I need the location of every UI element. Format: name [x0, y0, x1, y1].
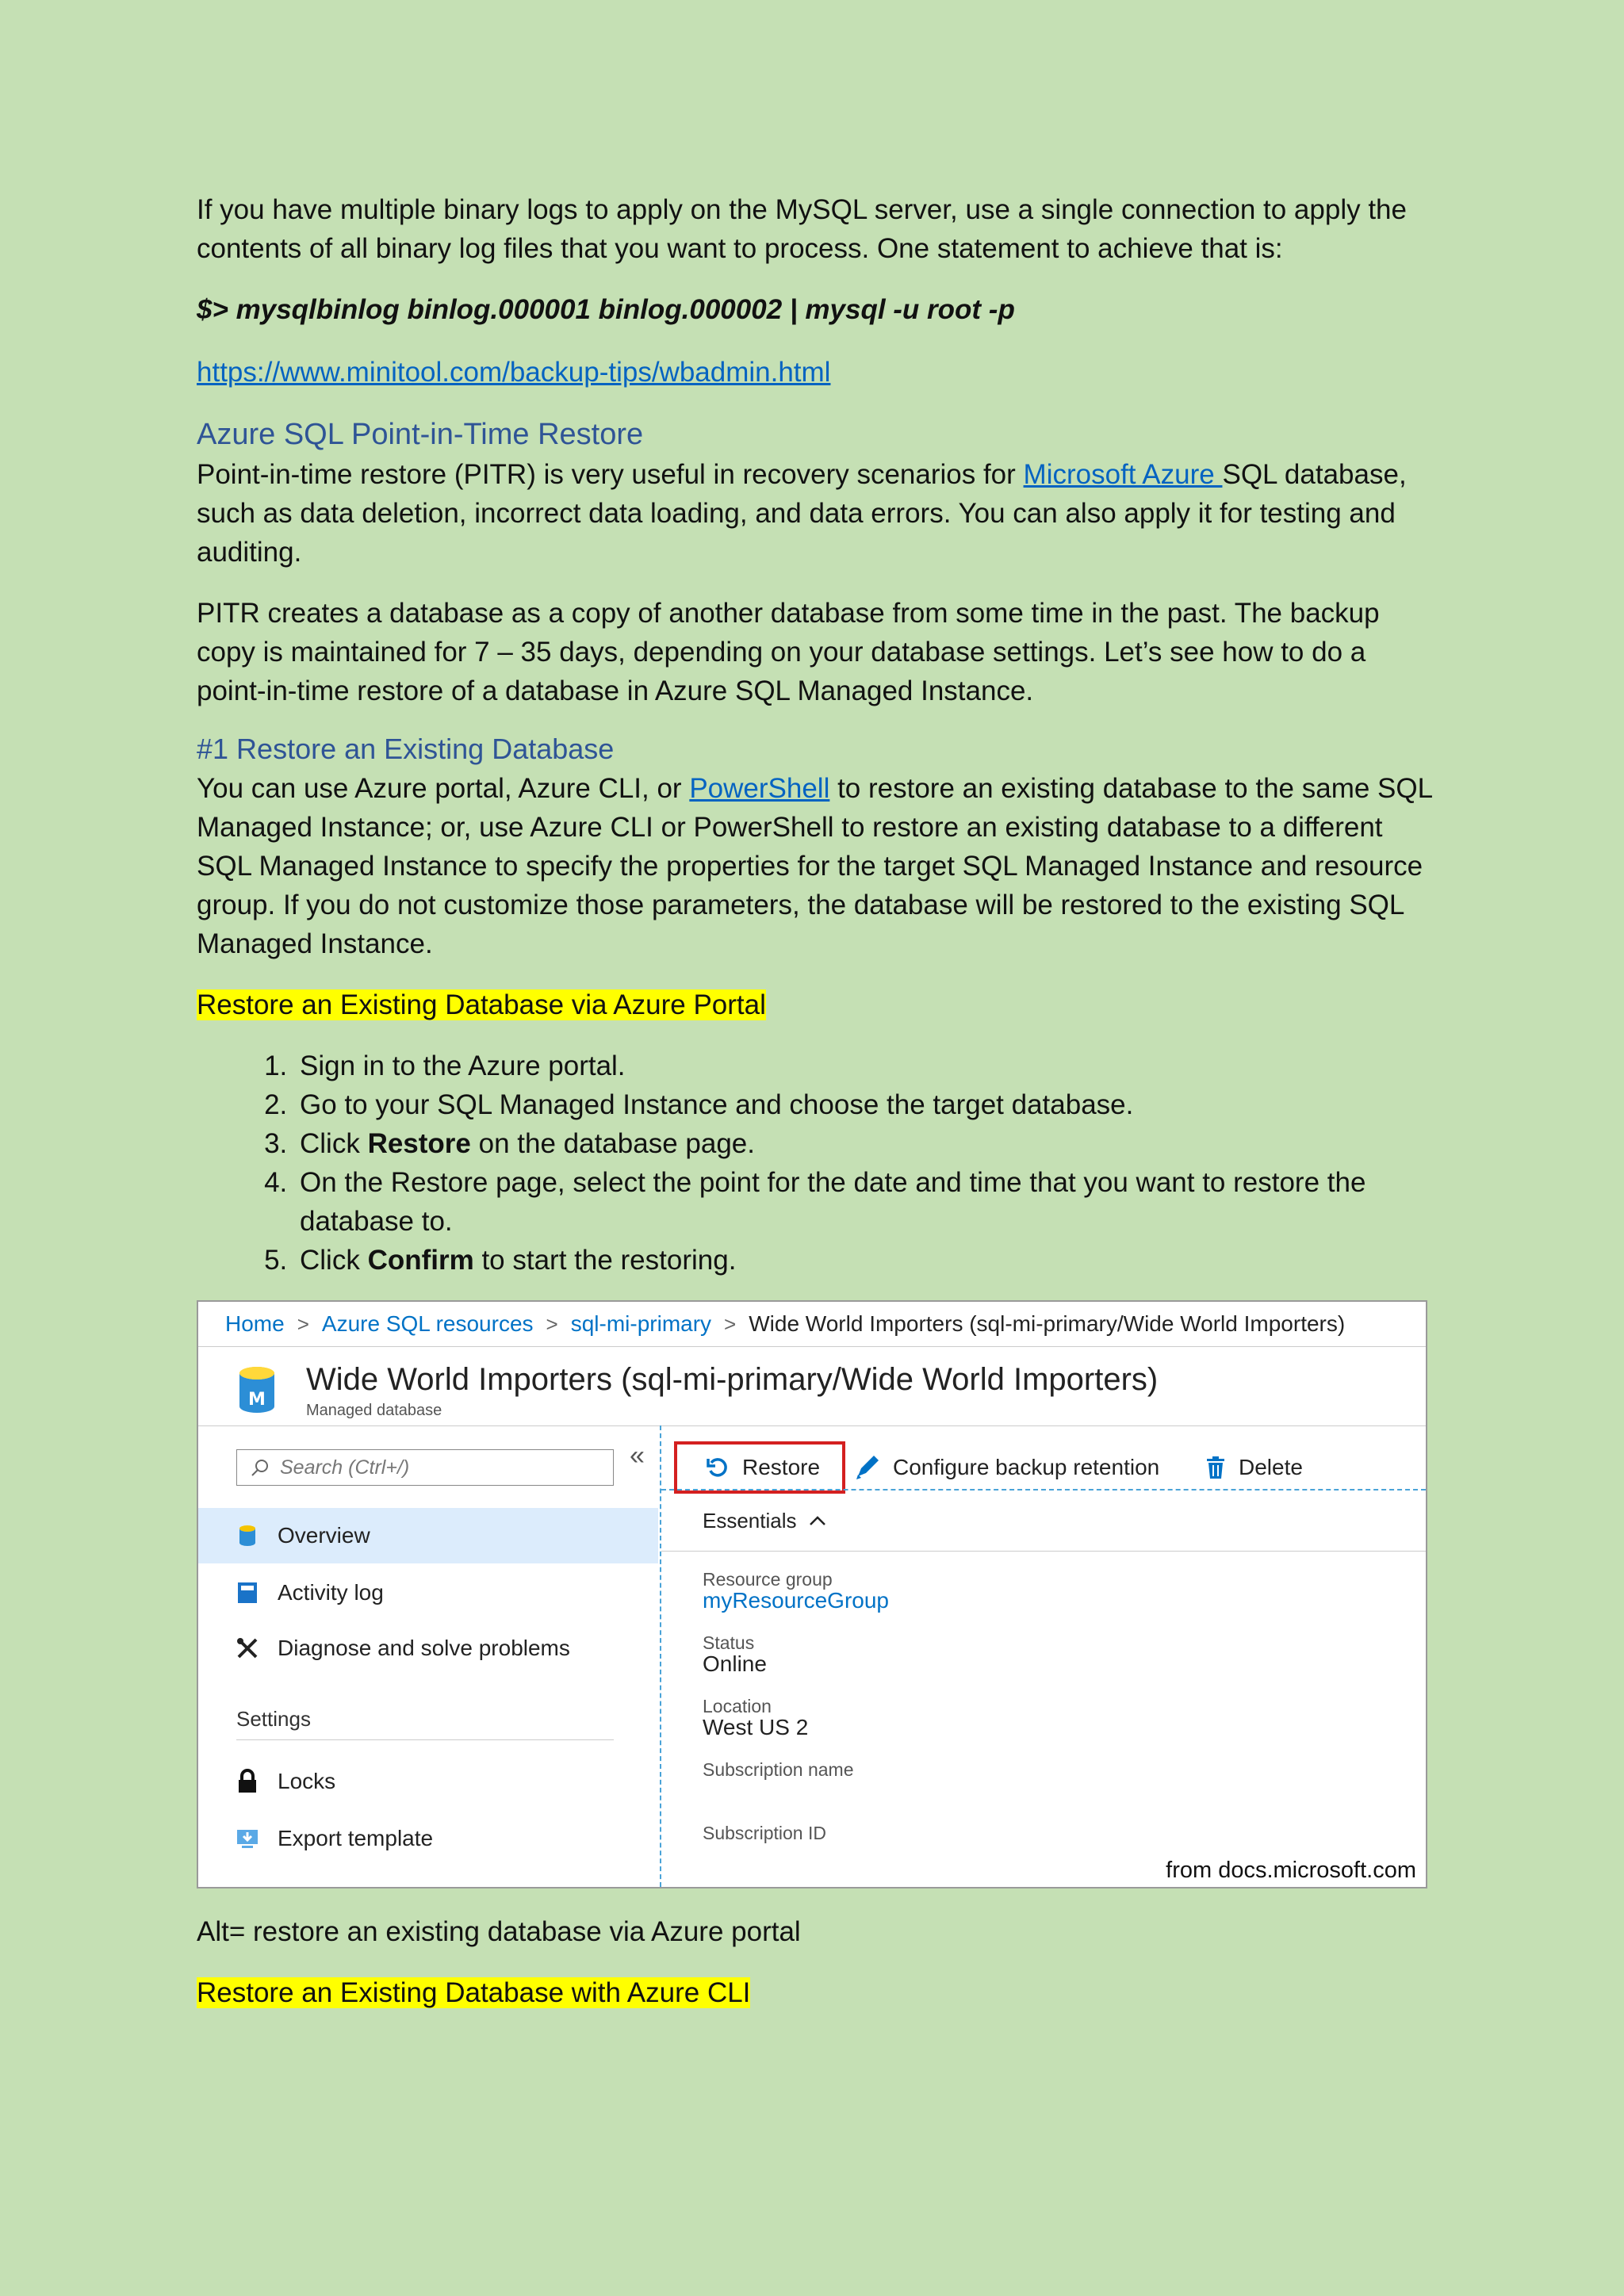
chevron-right-icon: >: [546, 1312, 558, 1336]
resource-group-link[interactable]: myResourceGroup: [703, 1588, 889, 1613]
subscription-name-label: Subscription name: [703, 1759, 854, 1780]
step-2: 2. Go to your SQL Managed Instance and choose the target database.: [295, 1085, 1434, 1124]
nav-item-locks[interactable]: Locks: [198, 1754, 658, 1809]
nav-item-export-template[interactable]: Export template: [198, 1811, 658, 1866]
step-1: 1. Sign in to the Azure portal.: [295, 1047, 1434, 1085]
pencil-icon: [853, 1454, 880, 1481]
step-4: 4. On the Restore page, select the point for the date and time that you want to restore the database to.: [295, 1163, 1434, 1241]
tools-icon: [235, 1636, 260, 1661]
page-subtitle: Managed database: [306, 1402, 442, 1419]
breadcrumb-azure-sql-resources[interactable]: Azure SQL resources: [321, 1311, 534, 1336]
breadcrumb: [225, 1310, 1345, 1338]
paragraph-restore: You can use Azure portal, Azure CLI, or PowerShell to restore an existing database to the same SQL Managed Instance; or, use Azure CLI or PowerShell to restore an existing database to a different SQL Managed Instance to specify the properties for the target SQL Managed Instance and resource group. If you do not customize those parameters, the database will be restored to the existing SQL Managed Instance.: [197, 773, 1432, 959]
nav-item-activity-log[interactable]: Activity log: [198, 1565, 658, 1621]
azure-portal-screenshot: [197, 1300, 1427, 1888]
paragraph-pitr-2: PITR creates a database as a copy of another database from some time in the past. The backup copy is maintained for 7 – 35 days, depending on your database settings. Let’s see how to do a point-in-time restore of a database in Azure SQL Managed Instance.: [197, 598, 1380, 706]
step-5: 5. Click Confirm to start the restoring.: [295, 1241, 1434, 1280]
page-title: Wide World Importers (sql-mi-primary/Wide World Importers): [306, 1362, 1159, 1397]
managed-database-icon: [233, 1365, 281, 1416]
steps-list: [197, 1047, 1434, 1280]
export-template-icon: [235, 1826, 260, 1851]
chevron-up-icon: [808, 1514, 827, 1527]
settings-section-label: Settings: [236, 1707, 311, 1731]
source-credit: from docs.microsoft.com: [1166, 1858, 1416, 1883]
alt-text-caption: Alt= restore an existing database via Azure portal: [197, 1916, 801, 1947]
paragraph-binlog: If you have multiple binary logs to apply on the MySQL server, use a single connection to apply the contents of all binary log files that you want to process. One statement to achieve that is:: [197, 194, 1407, 264]
paragraph-pitr-1: Point-in-time restore (PITR) is very useful in recovery scenarios for Microsoft Azure SQL database, such as data deletion, incorrect data loading, and data errors. You can also apply it for testing and auditing.: [197, 459, 1407, 568]
minitool-link[interactable]: https://www.minitool.com/backup-tips/wbadmin.html: [197, 357, 831, 388]
document-page: [197, 190, 1434, 2012]
lock-icon: [235, 1769, 260, 1794]
location-label: Location: [703, 1696, 772, 1716]
breadcrumb-home[interactable]: Home: [225, 1311, 285, 1336]
breadcrumb-instance[interactable]: sql-mi-primary: [570, 1311, 712, 1336]
search-input[interactable]: Search (Ctrl+/): [236, 1449, 614, 1486]
status-label: Status: [703, 1632, 755, 1653]
chevron-right-icon: >: [297, 1312, 309, 1336]
heading-pitr: Azure SQL Point-in-Time Restore: [197, 418, 644, 451]
essentials-toggle[interactable]: Essentials: [703, 1506, 827, 1535]
collapse-menu-button[interactable]: «: [630, 1441, 645, 1471]
highlight-cli-heading: Restore an Existing Database with Azure CLI: [197, 1977, 751, 2008]
trash-icon: [1205, 1456, 1226, 1479]
configure-backup-retention-button[interactable]: Configure backup retention: [853, 1441, 1159, 1494]
location-value: West US 2: [703, 1715, 809, 1739]
restore-button[interactable]: Restore: [674, 1441, 845, 1494]
subscription-id-label: Subscription ID: [703, 1823, 826, 1843]
microsoft-azure-link[interactable]: Microsoft Azure: [1023, 459, 1223, 490]
nav-item-overview[interactable]: Overview: [198, 1508, 658, 1563]
activity-log-icon: [235, 1580, 260, 1605]
restore-icon: [706, 1456, 730, 1479]
status-value: Online: [703, 1651, 767, 1676]
powershell-link[interactable]: PowerShell: [689, 773, 830, 804]
delete-button[interactable]: Delete: [1205, 1441, 1303, 1494]
breadcrumb-current: Wide World Importers (sql-mi-primary/Wide World Importers): [749, 1311, 1346, 1336]
step-3: 3. Click Restore on the database page.: [295, 1124, 1434, 1163]
heading-restore-existing: #1 Restore an Existing Database: [197, 733, 615, 765]
resource-group-label: Resource group: [703, 1569, 833, 1590]
nav-item-diagnose[interactable]: Diagnose and solve problems: [198, 1621, 658, 1676]
chevron-right-icon: >: [724, 1312, 737, 1336]
svg-text:M: M: [248, 1390, 266, 1410]
search-icon: [250, 1457, 270, 1478]
command-line: $> mysqlbinlog binlog.000001 binlog.000002 | mysql -u root -p: [197, 294, 1015, 325]
highlight-portal-heading: Restore an Existing Database via Azure Portal: [197, 989, 766, 1020]
database-icon: [235, 1523, 260, 1548]
